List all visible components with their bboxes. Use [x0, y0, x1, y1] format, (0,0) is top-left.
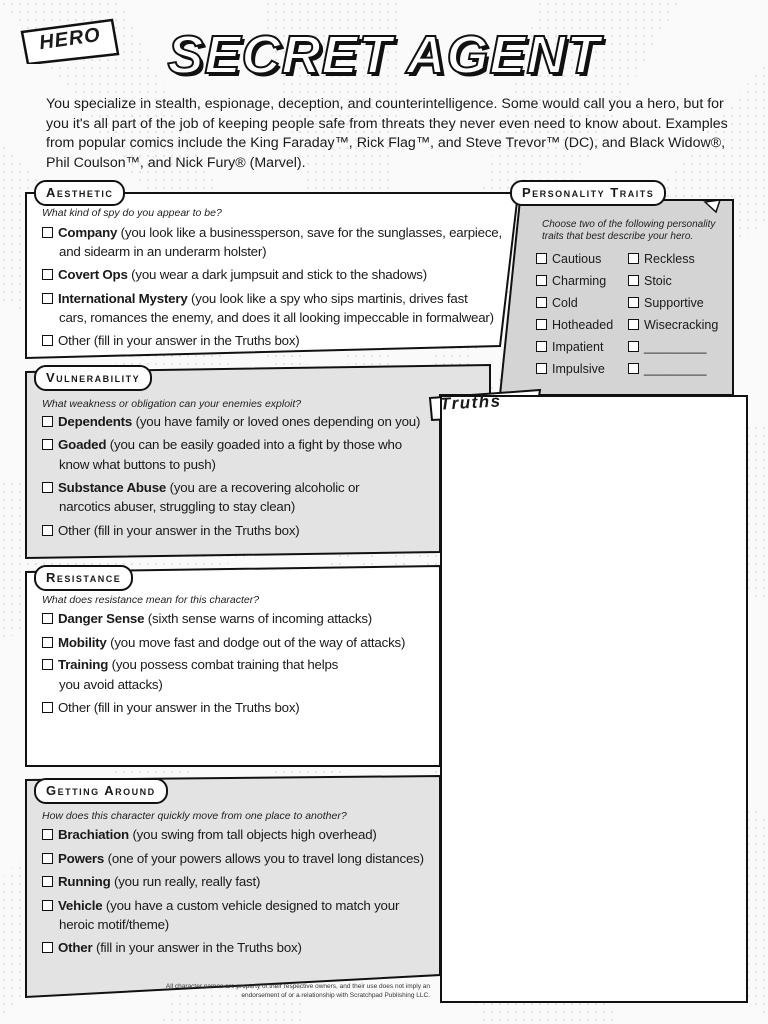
checkbox[interactable]: [536, 297, 547, 308]
personality-label: Personality Traits: [510, 180, 666, 206]
checkbox[interactable]: [42, 482, 53, 493]
trait-charming[interactable]: Charming: [536, 274, 606, 288]
checkbox[interactable]: [42, 637, 53, 648]
checkbox[interactable]: [628, 319, 639, 330]
resistance-option-mobility[interactable]: Mobility (you move fast and dodge out of the way of attacks): [42, 633, 405, 653]
getting-around-option-other[interactable]: Other (fill in your answer in the Truths box): [42, 938, 302, 958]
trait-hotheaded[interactable]: Hotheaded: [536, 318, 613, 332]
trait-supportive[interactable]: Supportive: [628, 296, 704, 310]
checkbox[interactable]: [628, 363, 639, 374]
trait-cold[interactable]: Cold: [536, 296, 578, 310]
truths-box[interactable]: [440, 395, 748, 1003]
vulnerability-question: What weakness or obligation can your enemies exploit?: [42, 398, 302, 410]
aesthetic-option-company[interactable]: Company (you look like a businessperson, save for the sunglasses, earpiece,: [42, 223, 502, 243]
vulnerability-option-substance-cont: narcotics abuser, struggling to stay clean): [59, 499, 296, 514]
truths-label: Truths: [439, 391, 503, 414]
getting-around-option-powers[interactable]: Powers (one of your powers allows you to travel long distances): [42, 849, 424, 869]
checkbox[interactable]: [42, 439, 53, 450]
checkbox[interactable]: [42, 335, 53, 346]
vulnerability-option-other[interactable]: Other (fill in your answer in the Truths box): [42, 521, 300, 541]
checkbox[interactable]: [42, 227, 53, 238]
trait-cautious[interactable]: Cautious: [536, 252, 601, 266]
resistance-option-danger-sense[interactable]: Danger Sense (sixth sense warns of incoming attacks): [42, 609, 372, 629]
checkbox[interactable]: [42, 853, 53, 864]
resistance-option-other[interactable]: Other (fill in your answer in the Truths box): [42, 698, 300, 718]
personality-instructions: Choose two of the following personality traits that best describe your hero.: [542, 219, 716, 242]
getting-around-option-running[interactable]: Running (you run really, really fast): [42, 872, 260, 892]
checkbox[interactable]: [42, 293, 53, 304]
checkbox[interactable]: [536, 319, 547, 330]
intro-text: You specialize in stealth, espionage, deception, and counterintelligence. Some would call you a hero, but for you it's all part of the job of keeping people safe from threats they never even need to know about. Examples from popular comics include the King Faraday™, Rick Flag™, and Steve Trevor™ (DC), and Black Widow®, Phil Coulson™, and Nick Fury® (Marvel).: [46, 96, 728, 171]
aesthetic-option-international-cont: cars, romances the enemy, and does it all looking impeccable in formalwear): [59, 310, 494, 325]
vulnerability-label: Vulnerability: [34, 365, 152, 391]
footnote: All character names are property of their respective owners, and their use does not imply an endorsement of or a relationship with Scratchpad Publishing LLC.: [165, 983, 430, 999]
trait-blank-1[interactable]: _________: [628, 340, 707, 354]
checkbox[interactable]: [42, 900, 53, 911]
aesthetic-option-international-mystery[interactable]: International Mystery (you look like a spy who sips martinis, drives fast: [42, 289, 468, 309]
checkbox[interactable]: [628, 341, 639, 352]
resistance-option-training[interactable]: Training (you possess combat training that helps: [42, 655, 338, 675]
checkbox[interactable]: [42, 525, 53, 536]
getting-around-question: How does this character quickly move from one place to another?: [42, 810, 347, 822]
checkbox[interactable]: [42, 876, 53, 887]
checkbox[interactable]: [42, 829, 53, 840]
trait-impulsive[interactable]: Impulsive: [536, 362, 605, 376]
trait-impatient[interactable]: Impatient: [536, 340, 603, 354]
getting-around-option-brachiation[interactable]: Brachiation (you swing from tall objects high overhead): [42, 825, 377, 845]
vulnerability-option-goaded[interactable]: Goaded (you can be easily goaded into a fight by those who: [42, 435, 402, 455]
resistance-question: What does resistance mean for this character?: [42, 594, 260, 606]
trait-wisecracking[interactable]: Wisecracking: [628, 318, 718, 332]
checkbox[interactable]: [536, 363, 547, 374]
checkbox[interactable]: [536, 341, 547, 352]
trait-blank-2[interactable]: _________: [628, 362, 707, 376]
trait-reckless[interactable]: Reckless: [628, 252, 695, 266]
checkbox[interactable]: [42, 613, 53, 624]
vulnerability-option-dependents[interactable]: Dependents (you have family or loved ones depending on you): [42, 412, 420, 432]
aesthetic-option-covert-ops[interactable]: Covert Ops (you wear a dark jumpsuit and stick to the shadows): [42, 265, 427, 285]
aesthetic-label: Aesthetic: [34, 180, 125, 206]
resistance-label: Resistance: [34, 565, 133, 591]
getting-around-option-vehicle[interactable]: Vehicle (you have a custom vehicle designed to match your: [42, 896, 399, 916]
getting-around-label: Getting Around: [34, 778, 168, 804]
page-title: SECRET AGENT: [167, 25, 601, 85]
checkbox[interactable]: [42, 269, 53, 280]
checkbox[interactable]: [536, 253, 547, 264]
checkbox[interactable]: [42, 702, 53, 713]
checkbox[interactable]: [628, 275, 639, 286]
aesthetic-option-company-cont: and sidearm in an underarm holster): [59, 244, 267, 259]
hero-tag-label: HERO: [37, 23, 103, 55]
checkbox[interactable]: [42, 942, 53, 953]
vulnerability-option-goaded-cont: know what buttons to push): [59, 457, 216, 472]
getting-around-option-vehicle-cont: heroic motif/theme): [59, 917, 170, 932]
checkbox[interactable]: [42, 659, 53, 670]
trait-stoic[interactable]: Stoic: [628, 274, 672, 288]
checkbox[interactable]: [536, 275, 547, 286]
vulnerability-option-substance-abuse[interactable]: Substance Abuse (you are a recovering alcoholic or: [42, 478, 359, 498]
checkbox[interactable]: [628, 253, 639, 264]
checkbox[interactable]: [628, 297, 639, 308]
resistance-option-training-cont: you avoid attacks): [59, 677, 163, 692]
aesthetic-option-other[interactable]: Other (fill in your answer in the Truths box): [42, 331, 300, 351]
checkbox[interactable]: [42, 416, 53, 427]
aesthetic-question: What kind of spy do you appear to be?: [42, 207, 222, 219]
